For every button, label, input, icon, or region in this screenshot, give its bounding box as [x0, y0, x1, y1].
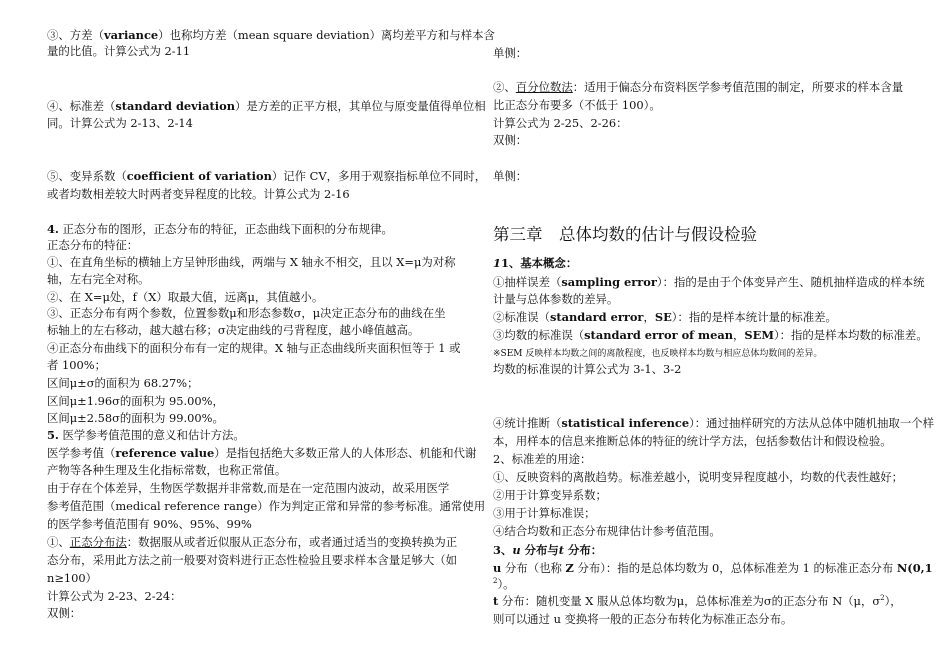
percentile-line-2: 比正态分布要多（不低于 100）。 — [493, 98, 661, 112]
variance-term: variance — [103, 28, 159, 42]
normal-heading: 4. 正态分布的图形，正态分布的特征，正态曲线下面积的分布规律。 — [47, 222, 393, 236]
cv-line-2: 或者均数相差较大时两者变异程度的比较。计算公式为 2-16 — [47, 187, 350, 201]
normal-feature-1a: ①、在直角坐标的横轴上方呈钟形曲线，两端与 X 轴永不相交，且以 X=μ为对称 — [47, 255, 456, 269]
normal-method-line-1: ①、正态分布法：数据服从或者近似服从正态分布，或者通过适当的变换转换为正 — [47, 535, 458, 549]
normal-feature-4a: ④正态分布曲线下的面积分布有一定的规律。X 轴与正态曲线所夹面积恒等于 1 或 — [47, 341, 461, 355]
sd-line-2: 同。计算公式为 2-13、2-14 — [47, 116, 193, 130]
reference-line-3: 由于存在个体差异，生物医学数据并非常数,而是在一定范围内波动，故采用医学 — [47, 481, 450, 495]
u-dist-line: u 分布（也称 Z 分布）：指的是总体均数为 0，总体标准差为 1 的标准正态分布 N(0,1 — [493, 561, 933, 575]
sem-line: ③均数的标准误（standard error of mean，SEM）：指的是样本均数的标准差。 — [493, 328, 928, 342]
sampling-error-term: sampling error — [561, 275, 657, 289]
reference-line-1: 医学参考值（reference value）是指包括绝大多数正常人的人体形态、机能和代谢 — [47, 446, 477, 460]
area-range-3: 区间μ±2.58σ的面积为 99.00%。 — [47, 411, 224, 425]
standard-error-line: ②标准误（standard error，SE）：指的是样本统计量的标准差。 — [493, 310, 837, 324]
cv-term: coefficient of variation — [126, 169, 272, 183]
u-dist-line-2: $^2$）。 — [493, 577, 515, 591]
stat-inference-line-1: ④统计推断（statistical inference）：通过抽样研究的方法从总体中随机抽取一个样 — [493, 416, 934, 430]
sd-uses-heading: 2、标准差的用途： — [493, 452, 592, 466]
reference-term: reference value — [115, 446, 215, 460]
concepts-heading: 11、基本概念： — [493, 256, 578, 270]
normal-method-formula: 计算公式为 2-23、2-24： — [47, 589, 182, 603]
sd-term: standard deviation — [115, 99, 235, 113]
chapter-title: 第三章 总体均数的估计与假设检验 — [493, 225, 757, 244]
single-sided-label-1: 单侧： — [493, 46, 528, 60]
sd-line-1: ④、标准差（standard deviation）是方差的正平方根，其单位与原变量值得单位相 — [47, 99, 486, 113]
area-range-1: 区间μ±σ的面积为 68.27%； — [47, 376, 199, 390]
normal-features-label: 正态分布的特征： — [47, 238, 139, 252]
sem-note: ※SEM 反映样本均数之间的离散程度，也反映样本均数与相应总体均数间的差异。 — [493, 349, 823, 359]
t-dist-line-1: t 分布：随机变量 X 服从总体均数为μ，总体标准差为σ的正态分布 N（μ，$\sigma^2$）， — [493, 594, 902, 608]
sd-use-2: ②用于计算变异系数； — [493, 488, 607, 502]
percentile-two-sided: 双侧： — [493, 133, 528, 147]
sem-formula: 均数的标准误的计算公式为 3-1、3-2 — [493, 362, 682, 376]
stat-inference-line-2: 本，用样本的信息来推断总体的特征的统计学方法，包括参数估计和假设检验。 — [493, 434, 892, 448]
reference-heading: 5. 医学参考值范围的意义和估计方法。 — [47, 428, 245, 442]
stat-inference-term: statistical inference — [561, 416, 690, 430]
reference-line-5: 的医学参考值范围有 90%、95%、99% — [47, 517, 252, 531]
reference-line-2: 产物等各种生理及生化指标常数，也称正常值。 — [47, 463, 287, 477]
sd-use-3: ③用于计算标准误； — [493, 506, 596, 520]
normal-feature-2: ②、在 X=μ处，f（X）取最大值，远离μ，其值越小。 — [47, 290, 324, 304]
sd-use-4: ④结合均数和正态分布规律估计参考值范围。 — [493, 524, 721, 538]
normal-method-line-3: n≥100） — [47, 571, 98, 585]
t-dist-line-2: 则可以通过 u 变换将一般的正态分布转化为标准正态分布。 — [493, 612, 793, 626]
sampling-error-line-1: ①抽样误差（sampling error）：指的是由于个体变异产生、随机抽样造成的样本统 — [493, 275, 925, 289]
sd-use-1: ①、反映资料的离散趋势。标准差越小，说明变异程度越小，均数的代表性越好； — [493, 470, 904, 484]
normal-feature-3b: 标轴上的左右移动，越大越右移；σ决定曲线的弓背程度，越小峰值越高。 — [47, 323, 420, 337]
normal-method-line-2: 态分布，采用此方法之前一般要对资料进行正态性检验且要求样本含量足够大（如 — [47, 553, 458, 567]
variance-line-2: 量的比值。计算公式为 2-11 — [47, 44, 191, 58]
area-range-2: 区间μ±1.96σ的面积为 95.00%， — [47, 394, 224, 408]
normal-feature-1b: 轴，左右完全对称。 — [47, 272, 150, 286]
normal-feature-4b: 者 100%； — [47, 358, 106, 372]
variance-line-1: ③、方差（variance）也称均方差（mean square deviation）离均差平方和与样本含 — [47, 28, 495, 42]
sampling-error-line-2: 计量与总体参数的差异。 — [493, 292, 619, 306]
normal-method-two-sided: 双侧： — [47, 606, 82, 620]
reference-line-4: 参考值范围（medical reference range）作为判定正常和异常的参考标准。通常使用 — [47, 499, 486, 513]
percentile-line-1: ②、百分位数法：适用于偏态分布资料医学参考值范围的制定，所要求的样本含量 — [493, 80, 904, 94]
normal-feature-3a: ③、正态分布有两个参数，位置参数μ和形态参数σ，μ决定正态分布的曲线在坐 — [47, 306, 446, 320]
cv-line-1: ⑤、变异系数（coefficient of variation）记作 CV，多用于观察指标单位不同时， — [47, 169, 487, 183]
percentile-method-name: 百分位数法 — [515, 80, 573, 94]
single-sided-label-2: 单侧： — [493, 169, 528, 183]
percentile-formula: 计算公式为 2-25、2-26： — [493, 116, 628, 130]
normal-method-name: 正态分布法 — [69, 535, 127, 549]
dist-heading: 3、u 分布与t 分布： — [493, 543, 603, 557]
